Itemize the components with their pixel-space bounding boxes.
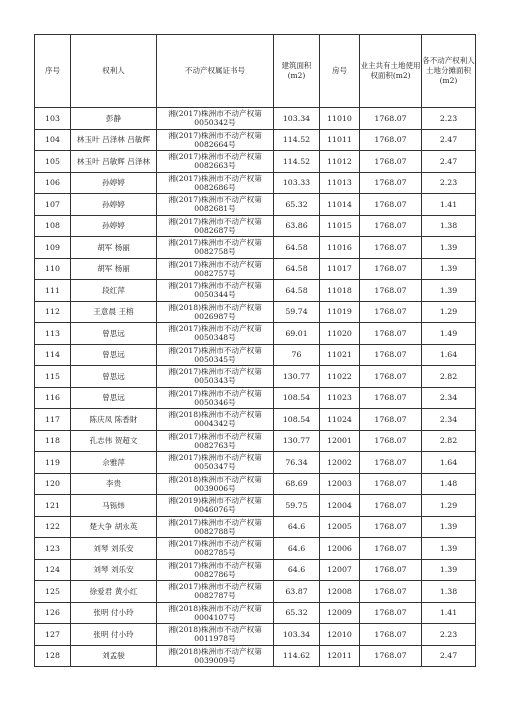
allocated-area-cell: 1.29 [422,301,476,323]
room-cell: 11021 [320,344,360,366]
certificate-cell: 湘(2017)株洲市不动产权第0082686号 [157,172,274,194]
room-cell: 12008 [320,581,360,603]
seq-cell: 123 [35,538,71,560]
seq-cell: 118 [35,430,71,452]
table-row [35,323,476,345]
allocated-area-cell: 2.47 [422,129,476,151]
seq-cell: 126 [35,602,71,624]
owner-cell: 曾思远 [71,366,157,388]
allocated-area-cell: 2.34 [422,387,476,409]
header-room: 房号 [320,35,360,108]
shared-land-area-cell: 1768.07 [360,624,422,646]
table-row [35,237,476,259]
allocated-area-cell: 1.39 [422,559,476,581]
owner-cell: 孙婷婷 [71,194,157,216]
building-area-cell: 59.74 [274,301,320,323]
allocated-area-cell: 1.49 [422,323,476,345]
header-owner: 权利人 [71,35,157,108]
shared-land-area-cell: 1768.07 [360,602,422,624]
seq-cell: 110 [35,258,71,280]
allocated-area-cell: 2.34 [422,409,476,431]
table-row [35,452,476,474]
certificate-cell: 湘(2017)株洲市不动产权第0082687号 [157,215,274,237]
allocated-area-cell: 1.39 [422,280,476,302]
room-cell: 12006 [320,538,360,560]
allocated-area-cell: 1.39 [422,237,476,259]
allocated-area-cell: 1.64 [422,452,476,474]
allocated-area-cell: 2.82 [422,430,476,452]
building-area-cell: 108.54 [274,387,320,409]
room-cell: 12002 [320,452,360,474]
certificate-cell: 湘(2017)株洲市不动产权第0082788号 [157,516,274,538]
table-row [35,516,476,538]
owner-cell: 彭静 [71,108,157,130]
room-cell: 11020 [320,323,360,345]
table-row [35,581,476,603]
seq-cell: 104 [35,129,71,151]
shared-land-area-cell: 1768.07 [360,344,422,366]
allocated-area-cell: 2.47 [422,151,476,173]
allocated-area-cell: 1.38 [422,581,476,603]
certificate-cell: 湘(2019)株洲市不动产权第0046076号 [157,495,274,517]
allocated-area-cell: 2.23 [422,108,476,130]
certificate-cell: 湘(2017)株洲市不动产权第0050342号 [157,108,274,130]
table-row [35,129,476,151]
shared-land-area-cell: 1768.07 [360,172,422,194]
seq-cell: 124 [35,559,71,581]
seq-cell: 106 [35,172,71,194]
room-cell: 12003 [320,473,360,495]
owner-cell: 张明 付小玲 [71,602,157,624]
table-body [35,108,476,667]
shared-land-area-cell: 1768.07 [360,258,422,280]
certificate-cell: 湘(2018)株洲市不动产权第0026987号 [157,301,274,323]
table-row [35,215,476,237]
shared-land-area-cell: 1768.07 [360,237,422,259]
shared-land-area-cell: 1768.07 [360,366,422,388]
owner-cell: 刘琴 刘乐安 [71,538,157,560]
room-cell: 11023 [320,387,360,409]
room-cell: 11014 [320,194,360,216]
header-seq: 序号 [35,35,71,108]
building-area-cell: 68.69 [274,473,320,495]
table-row [35,151,476,173]
seq-cell: 119 [35,452,71,474]
shared-land-area-cell: 1768.07 [360,645,422,667]
property-table [34,34,476,667]
room-cell: 11022 [320,366,360,388]
seq-cell: 127 [35,624,71,646]
certificate-cell: 湘(2017)株洲市不动产权第0050346号 [157,387,274,409]
seq-cell: 120 [35,473,71,495]
certificate-cell: 湘(2017)株洲市不动产权第0082785号 [157,538,274,560]
certificate-cell: 湘(2018)株洲市不动产权第0039006号 [157,473,274,495]
header-shared-land-area: 业主共有土地使用权面积(m2) [360,35,422,108]
table-row [35,645,476,667]
header-certificate: 不动产权属证书号 [157,35,274,108]
allocated-area-cell: 2.23 [422,624,476,646]
shared-land-area-cell: 1768.07 [360,194,422,216]
shared-land-area-cell: 1768.07 [360,430,422,452]
owner-cell: 曾思远 [71,344,157,366]
seq-cell: 103 [35,108,71,130]
room-cell: 11024 [320,409,360,431]
certificate-cell: 湘(2017)株洲市不动产权第0050344号 [157,280,274,302]
allocated-area-cell: 1.41 [422,194,476,216]
building-area-cell: 63.87 [274,581,320,603]
building-area-cell: 59.75 [274,495,320,517]
table-row [35,430,476,452]
shared-land-area-cell: 1768.07 [360,559,422,581]
certificate-cell: 湘(2017)株洲市不动产权第0050343号 [157,366,274,388]
building-area-cell: 64.6 [274,538,320,560]
seq-cell: 105 [35,151,71,173]
table-row [35,602,476,624]
seq-cell: 116 [35,387,71,409]
seq-cell: 117 [35,409,71,431]
owner-cell: 孙婷婷 [71,215,157,237]
owner-cell: 胡军 杨丽 [71,258,157,280]
building-area-cell: 108.54 [274,409,320,431]
room-cell: 12009 [320,602,360,624]
room-cell: 11010 [320,108,360,130]
certificate-cell: 湘(2017)株洲市不动产权第0082664号 [157,129,274,151]
owner-cell: 王意晨 王榕 [71,301,157,323]
room-cell: 12005 [320,516,360,538]
certificate-cell: 湘(2018)株洲市不动产权第0011978号 [157,624,274,646]
allocated-area-cell: 1.39 [422,516,476,538]
shared-land-area-cell: 1768.07 [360,301,422,323]
building-area-cell: 76.34 [274,452,320,474]
room-cell: 12011 [320,645,360,667]
owner-cell: 孙婷婷 [71,172,157,194]
table-row [35,473,476,495]
table-row [35,538,476,560]
seq-cell: 107 [35,194,71,216]
table-row [35,172,476,194]
room-cell: 11018 [320,280,360,302]
certificate-cell: 湘(2018)株洲市不动产权第0004342号 [157,409,274,431]
seq-cell: 125 [35,581,71,603]
room-cell: 12007 [320,559,360,581]
table-row [35,108,476,130]
owner-cell: 徐爱君 黄小红 [71,581,157,603]
allocated-area-cell: 1.41 [422,602,476,624]
allocated-area-cell: 2.23 [422,172,476,194]
shared-land-area-cell: 1768.07 [360,495,422,517]
shared-land-area-cell: 1768.07 [360,323,422,345]
room-cell: 11019 [320,301,360,323]
owner-cell: 张明 付小玲 [71,624,157,646]
building-area-cell: 64.58 [274,258,320,280]
building-area-cell: 103.33 [274,172,320,194]
room-cell: 12010 [320,624,360,646]
building-area-cell: 64.6 [274,516,320,538]
certificate-cell: 湘(2017)株洲市不动产权第0050347号 [157,452,274,474]
table-row [35,344,476,366]
owner-cell: 林玉叶 吕敏辉 吕泽林 [71,151,157,173]
shared-land-area-cell: 1768.07 [360,108,422,130]
owner-cell: 曾思远 [71,387,157,409]
shared-land-area-cell: 1768.07 [360,409,422,431]
shared-land-area-cell: 1768.07 [360,129,422,151]
shared-land-area-cell: 1768.07 [360,387,422,409]
shared-land-area-cell: 1768.07 [360,215,422,237]
room-cell: 11011 [320,129,360,151]
seq-cell: 111 [35,280,71,302]
table-row [35,387,476,409]
building-area-cell: 65.32 [274,194,320,216]
seq-cell: 121 [35,495,71,517]
table-row [35,366,476,388]
building-area-cell: 103.34 [274,108,320,130]
building-area-cell: 76 [274,344,320,366]
seq-cell: 122 [35,516,71,538]
allocated-area-cell: 1.39 [422,258,476,280]
building-area-cell: 130.77 [274,366,320,388]
room-cell: 11012 [320,151,360,173]
certificate-cell: 湘(2017)株洲市不动产权第0082763号 [157,430,274,452]
owner-cell: 李贵 [71,473,157,495]
allocated-area-cell: 1.39 [422,538,476,560]
seq-cell: 112 [35,301,71,323]
owner-cell: 楚大争 胡永英 [71,516,157,538]
room-cell: 12004 [320,495,360,517]
seq-cell: 114 [35,344,71,366]
certificate-cell: 湘(2017)株洲市不动产权第0082787号 [157,581,274,603]
table-row [35,301,476,323]
table-row [35,258,476,280]
building-area-cell: 64.58 [274,237,320,259]
seq-cell: 113 [35,323,71,345]
certificate-cell: 湘(2018)株洲市不动产权第0004107号 [157,602,274,624]
owner-cell: 胡军 杨丽 [71,237,157,259]
table-row [35,409,476,431]
certificate-cell: 湘(2017)株洲市不动产权第0082681号 [157,194,274,216]
shared-land-area-cell: 1768.07 [360,581,422,603]
building-area-cell: 114.62 [274,645,320,667]
table-row [35,194,476,216]
table-row [35,624,476,646]
owner-cell: 刘孟骏 [71,645,157,667]
shared-land-area-cell: 1768.07 [360,473,422,495]
owner-cell: 段红萍 [71,280,157,302]
shared-land-area-cell: 1768.07 [360,516,422,538]
building-area-cell: 64.58 [274,280,320,302]
owner-cell: 马铄炜 [71,495,157,517]
table-row [35,495,476,517]
header-building-area: 建筑面积(m2) [274,35,320,108]
building-area-cell: 63.86 [274,215,320,237]
allocated-area-cell: 1.38 [422,215,476,237]
certificate-cell: 湘(2017)株洲市不动产权第0050348号 [157,323,274,345]
header-row [35,35,476,108]
shared-land-area-cell: 1768.07 [360,280,422,302]
owner-cell: 佘雅萍 [71,452,157,474]
seq-cell: 115 [35,366,71,388]
owner-cell: 曾思远 [71,323,157,345]
certificate-cell: 湘(2017)株洲市不动产权第0082757号 [157,258,274,280]
header-allocated-area: 各不动产权利人土地分摊面积(m2) [422,35,476,108]
building-area-cell: 103.34 [274,624,320,646]
seq-cell: 128 [35,645,71,667]
building-area-cell: 69.01 [274,323,320,345]
owner-cell: 刘琴 刘乐安 [71,559,157,581]
owner-cell: 孔志伟 贺超文 [71,430,157,452]
shared-land-area-cell: 1768.07 [360,151,422,173]
room-cell: 11016 [320,237,360,259]
room-cell: 11015 [320,215,360,237]
table-row [35,559,476,581]
building-area-cell: 65.32 [274,602,320,624]
seq-cell: 109 [35,237,71,259]
allocated-area-cell: 2.82 [422,366,476,388]
seq-cell: 108 [35,215,71,237]
building-area-cell: 114.52 [274,151,320,173]
certificate-cell: 湘(2017)株洲市不动产权第0082786号 [157,559,274,581]
room-cell: 11017 [320,258,360,280]
table-row [35,280,476,302]
certificate-cell: 湘(2017)株洲市不动产权第0082663号 [157,151,274,173]
building-area-cell: 114.52 [274,129,320,151]
allocated-area-cell: 1.48 [422,473,476,495]
room-cell: 11013 [320,172,360,194]
building-area-cell: 130.77 [274,430,320,452]
certificate-cell: 湘(2017)株洲市不动产权第0050345号 [157,344,274,366]
room-cell: 12001 [320,430,360,452]
certificate-cell: 湘(2017)株洲市不动产权第0082758号 [157,237,274,259]
allocated-area-cell: 1.29 [422,495,476,517]
shared-land-area-cell: 1768.07 [360,452,422,474]
building-area-cell: 64.6 [274,559,320,581]
certificate-cell: 湘(2018)株洲市不动产权第0039009号 [157,645,274,667]
allocated-area-cell: 2.47 [422,645,476,667]
owner-cell: 林玉叶 吕泽林 吕敏辉 [71,129,157,151]
owner-cell: 陈庆凤 陈香財 [71,409,157,431]
shared-land-area-cell: 1768.07 [360,538,422,560]
allocated-area-cell: 1.64 [422,344,476,366]
